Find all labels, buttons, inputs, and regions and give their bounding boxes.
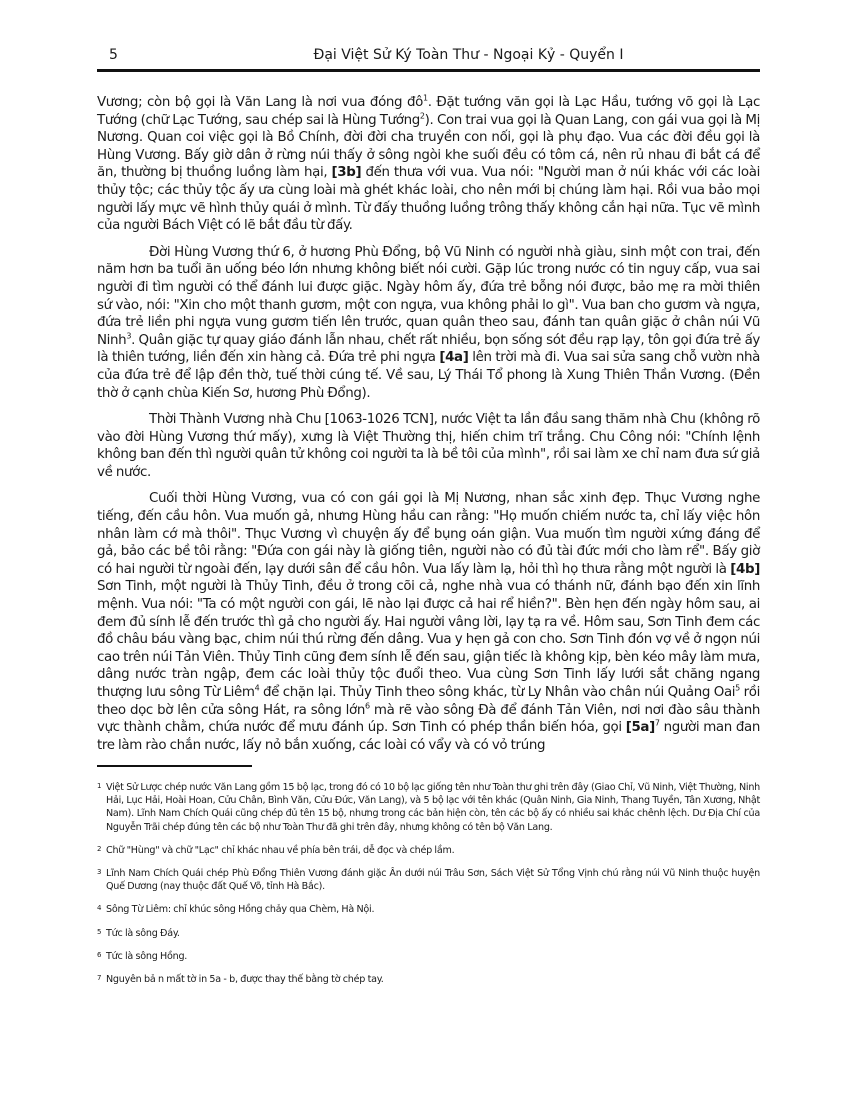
paragraph-1 xyxy=(97,94,760,235)
footnote-4: 4 Sông Từ Liêm: chỉ khúc sông Hồng chảy qua Chèm, Hà Nội. xyxy=(97,904,375,916)
body-text xyxy=(97,94,760,763)
page-number: 5 xyxy=(109,47,118,63)
footnote-7: 7 Nguyên bả n mất tờ in 5a - b, được thay thế bằng tờ chép tay. xyxy=(97,974,384,986)
text-run: rồi theo dọc bờ lên cửa sông Hát, ra sông lớn xyxy=(97,685,760,718)
footnote-text: Tức là sông Hồng. xyxy=(106,950,188,962)
footnote-separator xyxy=(97,765,252,767)
footnote-6: 6 Tức là sông Hồng. xyxy=(97,950,188,962)
text-run: . Quân giặc tự quay giáo đánh lẫn nhau, chết rất nhiều, bọn sống sót đều rạp lạy, tôn gọi đứa trẻ ấy là thiên tướng, liền đến xin hàng cả. Đứa trẻ phi ngựa xyxy=(97,332,760,366)
folio-marker-4a: [4a] xyxy=(439,350,469,366)
text-run: . Đặt tướng văn gọi là Lạc Hầu, tướng võ gọi là Lạc Tướng (chữ Lạc Tướng, sau chép sai là Hùng Tướng xyxy=(97,95,760,128)
footnote-1: 1 Việt Sử Lược chép nước Văn Lang gồm 15 bộ lạc, trong đó có 10 bộ lạc giống tên như Toàn thư ghi trên đây (Giao Chỉ, Vũ Ninh, Việt Thường, Ninh Hải, Lục Hải, Hoài Hoan, Cửu Chân, Bình Văn, Cửu Đức, Văn Lang), và 5 bộ lạc với tên khác (Quân Ninh, Gia Ninh, Thang Tuyền, Tân Xương, Nhật Nam). Lĩnh Nam Chích Quái cũng chép đủ tên 15 bộ, nhưng trong các bản hiện còn, tên các bộ ấy có nhiều sai khác chênh lệch. Dư Địa Chí của Nguyễn Trãi chép đúng tên các bộ như Toàn Thư đã ghi trên đây, nhưng không có tên bộ Văn Lang. xyxy=(97,782,760,833)
header-title: Đại Việt Sử Ký Toàn Thư - Ngoại Kỷ - Quyển I xyxy=(313,47,624,63)
header-rule xyxy=(97,69,760,72)
paragraph-3 xyxy=(97,411,760,481)
text-run: Vương; còn bộ gọi là Văn Lang là nơi vua đóng đô xyxy=(97,95,423,110)
footnote-ref-3[interactable]: 3 xyxy=(126,331,132,341)
text-run: Thời Thành Vương nhà Chu [1063-1026 TCN], nước Việt ta lần đầu sang thăm nhà Chu (không rõ vào đời Hùng Vương thứ mấy), xưng là Việt Thường thị, hiến chim trĩ trắng. Chu Công nói: "Chính lệnh không ban đến thì người quân tử không coi người ta là bề tôi của mình", rồi sai làm xe chỉ nam đưa sứ giả về nước. xyxy=(97,412,760,480)
footnote-text: Chữ "Hùng" và chữ "Lạc" chỉ khác nhau về phía bên trái, dễ đọc và chép lầm. xyxy=(106,844,455,856)
text-run: lên trời mà đi. Vua sai sửa sang chỗ vườn nhà của đứa trẻ để lập đền thờ, tuế thời cúng tế. Về sau, Lý Thái Tổ phong là Xung Thiên Thần Vương. (Đền thờ ở cạnh chùa Kiến Sơ, hương Phù Đổng). xyxy=(97,350,760,401)
footnote-ref-2[interactable]: 2 xyxy=(419,111,425,121)
footnote-ref-4[interactable]: 4 xyxy=(254,683,260,693)
text-run: Cuối thời Hùng Vương, vua có con gái gọi là Mị Nương, nhan sắc xinh đẹp. Thục Vương nghe tiếng, đến cầu hôn. Vua muốn gả, nhưng Hùng hầu can rằng: "Họ muốn chiếm nước ta, chỉ lấy việc hôn nhân làm cớ mà thôi". Thục Vương vì chuyện ấy để bụng oán giận. Vua muốn tìm người xứng đáng để gả, bảo các bề tôi rằng: "Đứa con gái này là giống tiên, người nào có đủ tài đức mới cho làm rể". Bấy giờ có hai người từ ngoài đến, lạy dưới sân để cầu hôn. Vua lấy làm lạ, hỏi thì họ thưa rằng một người là xyxy=(97,491,760,577)
text-run: mà rẽ vào sông Đà để đánh Tản Viên, nơi nơi đào sâu thành vực thành chằm, chứa nước để mưu đánh úp. Sơn Tinh có phép thần biến hóa, gọi xyxy=(97,702,760,736)
text-run: người man đan tre làm rào chắn nước, lấy nỏ bắn xuống, các loài có vẩy và có vỏ trúng xyxy=(97,720,760,753)
footnote-text: Tức là sông Đáy. xyxy=(106,927,180,939)
text-run: Sơn Tinh, một người là Thủy Tinh, đều ở trong cõi cả, nghe nhà vua có thánh nữ, đánh bạo đến xin lĩnh mệnh. Vua nói: "Ta có một người con gái, lẽ nào lại được cả hai rể hiền?". Bèn hẹn đến ngày hôm sau, ai đem đủ sính lễ đến trước thì gả cho người ấy. Hai người vâng lời, lạy tạ ra về. Hôm sau, Sơn Tinh đem các đồ châu báu vàng bạc, chim núi thú rừng đến dâng. Vua y hẹn gả con cho. Sơn Tinh đón vợ về ở ngọn núi cao trên núi Tản Viên. Thủy Tinh cũng đem sính lễ đến sau, giận tiếc là không kịp, bèn kéo mây làm mưa, dâng nước tràn ngập, đem các loài thủy tộc đuổi theo. Vua cùng Sơn Tinh lấy lưới sắt chăng ngang thượng lưu sông Từ Liêm xyxy=(97,579,760,700)
footnote-ref-1[interactable]: 1 xyxy=(422,93,428,103)
text-run: Đời Hùng Vương thứ 6, ở hương Phù Đổng, bộ Vũ Ninh có người nhà giàu, sinh một con trai, đến năm hơn ba tuổi ăn uống béo lớn nhưng không biết nói cười. Gặp lúc trong nước có tin nguy cấp, vua sai người đi tìm người có thể đánh lui được giặc. Ngày hôm ấy, đứa trẻ bỗng nói được, bảo mẹ ra mời thiên sứ vào, nói: "Xin cho một thanh gươm, một con ngựa, vua không phải lo gì". Vua ban cho gươm và ngựa, đứa trẻ liền phi ngựa vung gươm tiến lên trước, quan quân theo sau, đánh tan quân giặc ở chân núi Vũ Ninh xyxy=(97,244,760,348)
footnote-text: Sông Từ Liêm: chỉ khúc sông Hồng chảy qua Chèm, Hà Nội. xyxy=(106,904,375,916)
paragraph-2 xyxy=(97,244,760,402)
paragraph-4 xyxy=(97,490,760,754)
folio-marker-4b: [4b] xyxy=(730,561,760,577)
text-run: đến thưa với vua. Vua nói: "Người man ở núi khác với các loài thủy tộc; các thủy tộc ấy ưa cùng loài mà ghét khác loài, cho nên mới bị chúng làm hại. Rồi vua bảo mọi người lấy mực vẽ hình thủy quái ở mình. Từ đấy thuồng luồng trông thấy không cắn hại nữa. Tục vẽ mình của người Bách Việt có lẽ bắt đầu từ đấy. xyxy=(97,165,760,234)
footnote-ref-7[interactable]: 7 xyxy=(654,718,660,728)
footnote-ref-6[interactable]: 6 xyxy=(365,701,370,711)
footnote-text: Việt Sử Lược chép nước Văn Lang gồm 15 bộ lạc, trong đó có 10 bộ lạc giống tên như Toàn thư ghi trên đây (Giao Chỉ, Vũ Ninh, Việt Thường, Ninh Hải, Lục Hải, Hoài Hoan, Cửu Chân, Bình Văn, Cửu Đức, Văn Lang), và 5 bộ lạc với tên khác (Quân Ninh, Gia Ninh, Thang Tuyền, Tân Xương, Nhật Nam). Lĩnh Nam Chích Quái cũng chép đủ tên 15 bộ, nhưng trong các bản hiện còn, tên các bộ ấy có nhiều sai khác chênh lệch. Dư Địa Chí của Nguyễn Trãi chép đúng tên các bộ như Toàn Thư đã ghi trên đây, nhưng không có tên bộ Văn Lang. xyxy=(106,782,760,833)
footnote-2: 2 Chữ "Hùng" và chữ "Lạc" chỉ khác nhau về phía bên trái, dễ đọc và chép lầm. xyxy=(97,844,455,856)
footnote-text: Nguyên bả n mất tờ in 5a - b, được thay thế bằng tờ chép tay. xyxy=(106,974,384,986)
footnote-5: 5 Tức là sông Đáy. xyxy=(97,927,180,939)
folio-marker-3b: [3b] xyxy=(331,165,362,181)
footnote-text: Lĩnh Nam Chích Quái chép Phù Đổng Thiên Vương đánh giặc Ân dưới núi Trâu Sơn, Sách Việt Sử Tổng Vịnh chú rằng núi Vũ Ninh thuộc huyện Quế Dương (nay thuộc đất Quế Võ, tỉnh Hà Bắc). xyxy=(106,868,760,893)
footnote-ref-5[interactable]: 5 xyxy=(735,683,740,693)
running-header xyxy=(97,47,760,69)
footnote-3: 3 Lĩnh Nam Chích Quái chép Phù Đổng Thiên Vương đánh giặc Ân dưới núi Trâu Sơn, Sách Việt Sử Tổng Vịnh chú rằng núi Vũ Ninh thuộc huyện Quế Dương (nay thuộc đất Quế Võ, tỉnh Hà Bắc). xyxy=(97,868,760,893)
text-run: ). Con trai vua gọi là Quan Lang, con gái vua gọi là Mị Nương. Quan coi việc gọi là Bồ Chính, đời đời cha truyền con nối, gọi là phụ đạo. Vua các đời đều gọi là Hùng Vương. Bấy giờ dân ở rừng núi thấy ở sông ngòi khe suối đều có tôm cá, nên rủ nhau đi bắt cá để ăn, thường bị thuồng luồng làm hại, xyxy=(97,112,760,181)
text-run: để chặn lại. Thủy Tinh theo sông khác, từ Ly Nhân vào chân núi Quảng Oai xyxy=(259,685,736,700)
folio-marker-5a: [5a] xyxy=(625,720,655,736)
footnotes xyxy=(97,781,760,996)
